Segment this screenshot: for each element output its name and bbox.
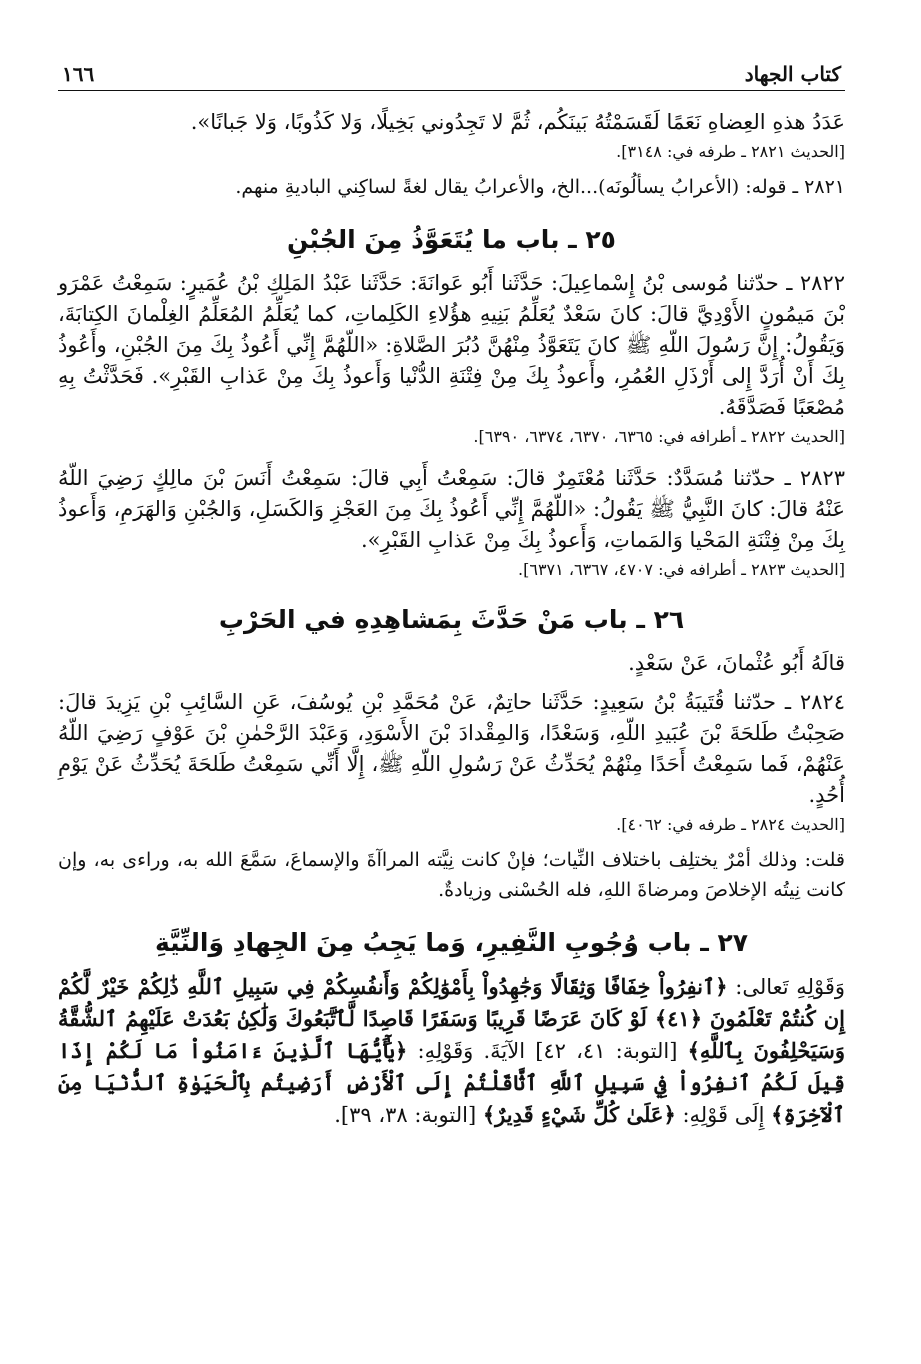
chapter-26-attribution: قالَهُ أَبُو عُثْمانَ، عَنْ سَعْدٍ. [628,651,845,675]
quran-verse-tawbah-39-end: ﴿عَلَىٰ كُلِّ شَيْءٍ قَدِيرٌ﴾ [482,1102,676,1127]
chapter-25-heading: ٢٥ ـ باب ما يُتَعَوَّذُ مِنَ الجُبْنِ [287,225,616,254]
quran-verse-tawbah-38: ﴿يَٰٓأَيُّهَا ٱلَّذِينَ ءَامَنُواْ مَا لَكُمْ إِذَا قِيلَ لَكُمُ ٱنفِرُواْ فِي سَبِيلِ ٱللَّهِ ٱثَّاقَلْتُمْ إِلَى ٱلْأَرْضِ أَرَضِيتُم بِٱلْحَيَوٰةِ ٱلدُّنْيَا مِنَ ٱلْآخِرَةِ﴾ [58,1038,845,1127]
book-title: كتاب الجهاد [744,62,841,86]
connector-text: إِلَى قَوْلِهِ: [682,1103,765,1127]
hadith-2823: ٢٨٢٣ ـ حدّثنا مُسَدَّدٌ: حَدَّثَنا مُعْتَمِرٌ قالَ: سَمِعْتُ أَبِي قالَ: سَمِعْتُ أَنَسَ بْنَ مالِكٍ رَضِيَ اللّهُ عَنْهُ قالَ: كانَ النَّبِيُّ ﷺ يَقُولُ: «اللّهُمَّ إِنِّي أَعُوذُ بِكَ مِنَ العَجْزِ وَالكَسَلِ، وَالجُبْنِ وَالهَرَمِ، وَأَعوذُ بِكَ مِنْ فِتْنَةِ المَحْيا وَالمَماتِ، وَأَعوذُ بِكَ مِنْ عَذابِ القَبْرِ». [58,466,845,552]
verse-reference: [التوبة: ٤١، ٤٢] الآيَةَ. وَقَوْلِهِ: [417,1039,678,1063]
hadith-2824-reference: [الحديث ٢٨٢٤ ـ طرفه في: ٤٠٦٢]. [616,815,845,834]
page-number: ١٦٦ [62,62,95,86]
chapter-27-heading: ٢٧ ـ باب وُجُوبِ النَّفِيرِ، وَما يَجِبُ مِنَ الجِهادِ وَالنِّيَّةِ [154,928,749,957]
hadith-2822-reference: [الحديث ٢٨٢٢ ـ أطرافه في: ٦٣٦٥، ٦٣٧٠، ٦٣٧٤، ٦٣٩٠]. [473,427,845,446]
page-content [58,91,845,1131]
intro-text: وَقَوْلِهِ تَعالى: [735,975,845,999]
chapter-27-text [58,971,845,1131]
verse-reference-2: [التوبة: ٣٨، ٣٩]. [334,1103,477,1127]
commentary-2824: قلت: وذلك أمْرٌ يختلِف باختلاف النِّيات؛ فإنْ كانت نِيَّته المراآةَ والإسماعَ، سَمَّعَ الله به، وراءى به، وإن كانت نِيتُه الإخلاصَ ومرضاةَ اللهِ، فله الحُسْنى وزيادةٌ. [58,849,845,901]
hadith-2824: ٢٨٢٤ ـ حدّثنا قُتَيبَةُ بْنُ سَعِيدٍ: حَدَّثَنا حاتِمٌ، عَنْ مُحَمَّدِ بْنِ يُوسُفَ، عَنِ السَّائِبِ بْنِ يَزِيدَ قالَ: صَحِبْتُ طَلحَةَ بْنَ عُبَيدِ اللّهِ، وَسَعْدًا، وَالمِقْدادَ بْنَ الأَسْوَدِ، وَعَبْدَ الرَّحْمٰنِ بْنَ عَوْفٍ رَضِيَ اللّهُ عَنْهُمْ، فَما سَمِعْتُ أَحَدًا مِنْهُمْ يُحَدِّثُ عَنْ رَسُولِ اللّهِ ﷺ، إِلَّا أَنِّي سَمِعْتُ طَلحَةَ يُحَدِّثُ عَنْ يَوْمِ أُحُدٍ. [58,690,845,807]
commentary-2821: ٢٨٢١ ـ قوله: (الأعرابُ يسألُونَه)...الخ، والأعرابُ يقال لغةً لساكِني الباديةِ منهم. [235,176,845,198]
running-head [58,62,845,91]
hadith-2822: ٢٨٢٢ ـ حدّثنا مُوسى بْنُ إِسْماعِيلَ: حَدَّثَنا أَبُو عَوانَةَ: حَدَّثَنا عَبْدُ المَلِكِ بْنُ عُمَيرٍ: سَمِعْتُ عَمْرَو بْنَ مَيمُونٍ الأَوْدِيَّ قالَ: كانَ سَعْدٌ يُعَلِّمُ بَنِيهِ هؤُلاءِ الكَلِماتِ، كما يُعَلِّمُ المُعَلِّمُ الغِلْمانَ الكِتابَةَ، وَيَقُولُ: إِنَّ رَسُولَ اللّهِ ﷺ كانَ يَتَعَوَّذُ مِنْهُنَّ دُبُرَ الصَّلاةِ: «اللّهُمَّ إِنِّي أَعُوذُ بِكَ مِنَ الجُبْنِ، وأَعُوذُ بِكَ أَنْ أُرَدَّ إِلى أَرْذَلِ العُمُرِ، وأَعوذُ بِكَ مِنْ فِتْنَةِ الدُّنْيا وَأَعوذُ بِكَ مِنْ عَذابِ القَبْرِ». فَحَدَّثْتُ بِهِ مُصْعَبًا فَصَدَّقَهُ. [58,271,845,419]
hadith-2821-ending: عَدَدُ هذهِ العِضاهِ نَعَمًا لَقَسَمْتُهُ بَينَكُم، ثُمَّ لا تَجِدُوني بَخِيلًا، وَلا كَذُوبًا، وَلا جَبانًا». [190,110,845,134]
chapter-26-heading: ٢٦ ـ باب مَنْ حَدَّثَ بِمَشاهِدِهِ في الحَرْبِ [218,605,685,634]
hadith-2823-reference: [الحديث ٢٨٢٣ ـ أطرافه في: ٤٧٠٧، ٦٣٦٧، ٦٣٧١]. [518,560,845,579]
quran-verse-tawbah-41-42: ﴿ٱنفِرُواْ خِفَافًا وَثِقَالًا وَجَٰهِدُواْ بِأَمْوَٰلِكُمْ وَأَنفُسِكُمْ فِي سَبِيلِ ٱللَّهِ ذَٰلِكُمْ خَيْرٌ لَّكُمْ إِن كُنتُمْ تَعْلَمُونَ ﴿٤١﴾ لَوْ كَانَ عَرَضًا قَرِيبًا وَسَفَرًا قَاصِدًا لَّٱتَّبَعُوكَ وَلَٰكِنۢ بَعُدَتْ عَلَيْهِمُ ٱلشُّقَّةُ وَسَيَحْلِفُونَ بِٱللَّهِ﴾ [58,974,845,1063]
hadith-2821-reference: [الحديث ٢٨٢١ ـ طرفه في: ٣١٤٨]. [616,142,845,161]
